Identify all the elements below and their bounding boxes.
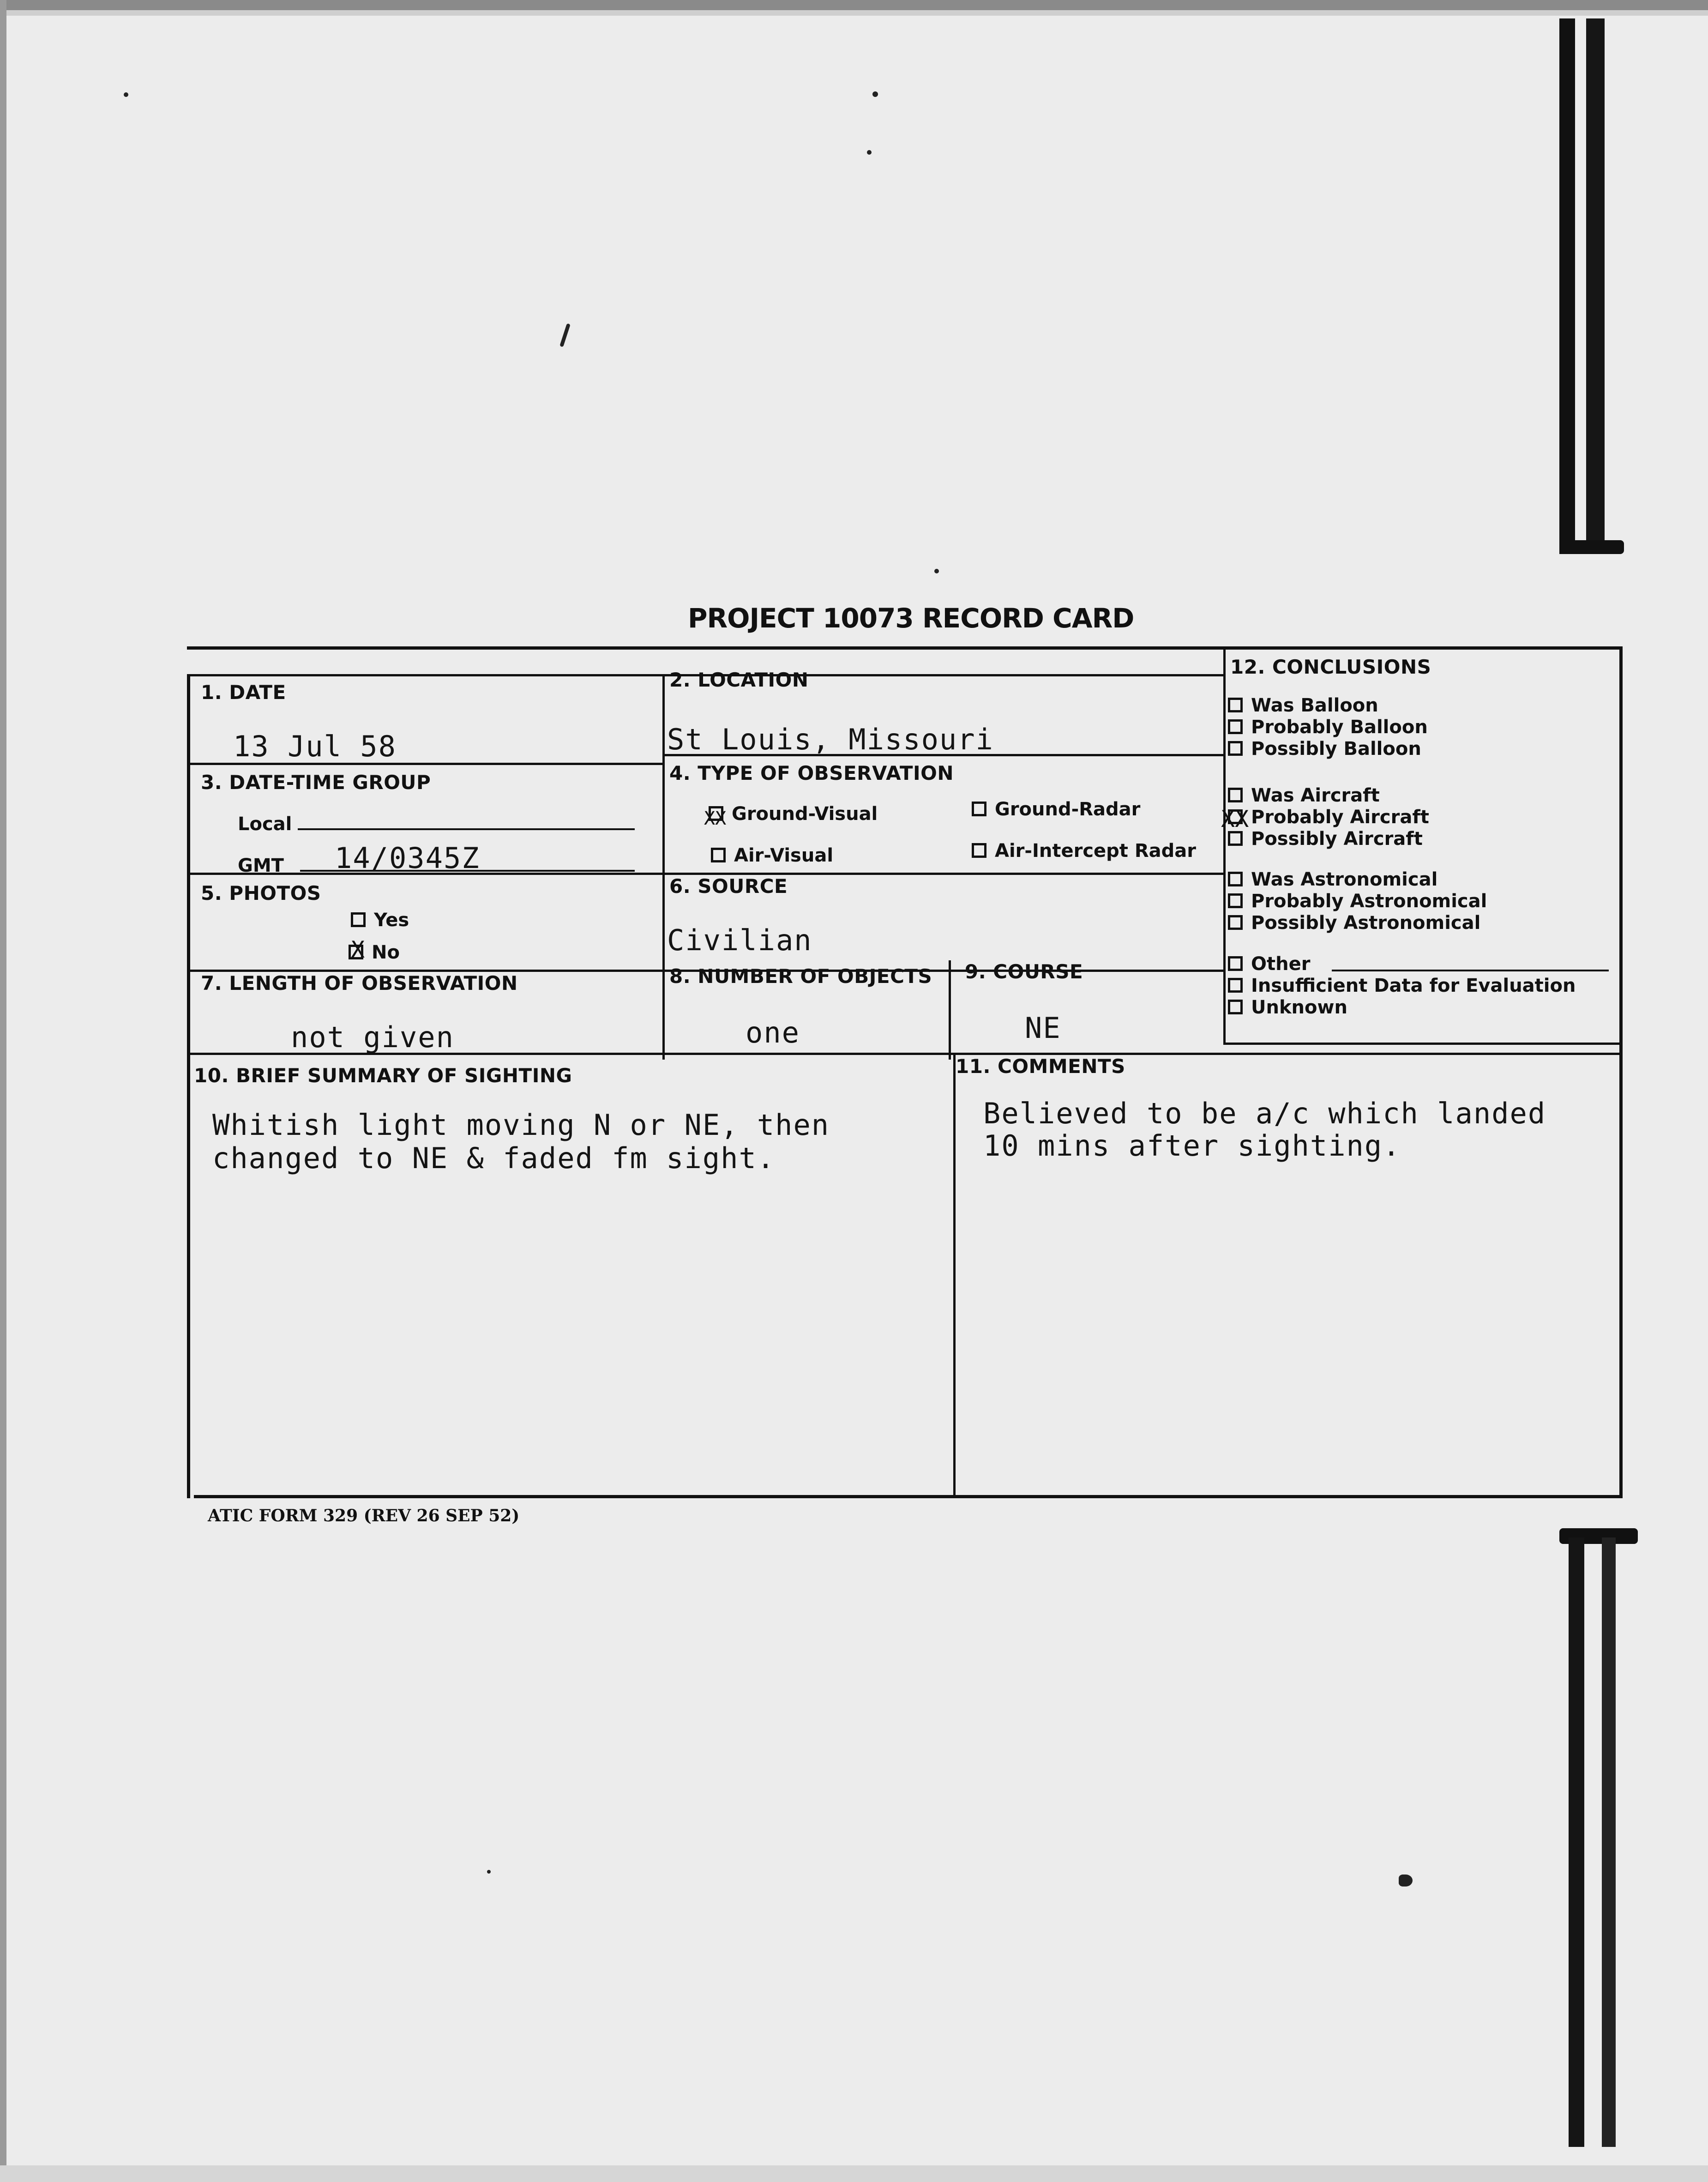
divider xyxy=(953,1053,956,1496)
ground-visual-check-mark: XX xyxy=(704,808,727,829)
conclusion-possibly-astronomical[interactable] xyxy=(1228,912,1480,934)
option-label: Air-Intercept Radar xyxy=(995,840,1196,862)
option-label: Probably Astronomical xyxy=(1251,891,1487,912)
checkbox[interactable] xyxy=(1228,1000,1243,1014)
option-air-visual[interactable] xyxy=(711,845,833,866)
option-label: Was Aircraft xyxy=(1251,785,1380,806)
dust-speck xyxy=(487,1870,491,1874)
card-border-bottom xyxy=(194,1495,1623,1498)
conclusion-possibly-aircraft[interactable] xyxy=(1228,828,1423,850)
dust-speck xyxy=(1399,1875,1413,1887)
checkbox[interactable] xyxy=(1228,915,1243,930)
option-label: Ground-Radar xyxy=(995,799,1141,820)
card-title: PROJECT 10073 RECORD CARD xyxy=(688,603,1134,634)
form-id: ATIC FORM 329 (REV 26 SEP 52) xyxy=(208,1506,520,1525)
divider xyxy=(1223,1043,1623,1045)
comments-line: Believed to be a/c which landed xyxy=(983,1097,1546,1130)
page-edge-left xyxy=(0,0,6,2182)
option-label: Probably Aircraft xyxy=(1251,807,1429,828)
option-air-intercept-radar[interactable] xyxy=(972,840,1196,862)
conclusion-probably-astronomical[interactable] xyxy=(1228,891,1487,912)
checkbox[interactable] xyxy=(1228,741,1243,756)
option-label: Insufficient Data for Evaluation xyxy=(1251,975,1576,996)
local-label: Local xyxy=(238,814,292,835)
conclusions-label: 12. CONCLUSIONS xyxy=(1230,656,1431,678)
option-label: Was Astronomical xyxy=(1251,869,1438,890)
conclusion-was-balloon[interactable] xyxy=(1228,695,1378,716)
conclusion-other[interactable] xyxy=(1228,953,1310,975)
binder-cap xyxy=(1559,540,1624,554)
binder-clip-top xyxy=(1559,18,1624,554)
course-label: 9. COURSE xyxy=(965,960,1083,983)
photos-label: 5. PHOTOS xyxy=(201,882,321,904)
source-value: Civilian xyxy=(667,923,812,957)
option-photos-yes[interactable] xyxy=(351,910,409,931)
checkbox[interactable] xyxy=(1228,872,1243,886)
conclusion-probably-aircraft[interactable] xyxy=(1228,807,1429,828)
probably-aircraft-check-mark: XX xyxy=(1221,806,1249,832)
date-time-group-label: 3. DATE-TIME GROUP xyxy=(201,771,431,794)
option-label: Was Balloon xyxy=(1251,695,1378,716)
dust-speck xyxy=(559,323,571,347)
checkbox[interactable] xyxy=(1228,831,1243,846)
checkbox[interactable] xyxy=(1228,978,1243,993)
length-of-observation-label: 7. LENGTH OF OBSERVATION xyxy=(201,972,518,995)
dust-speck xyxy=(867,150,872,155)
checkbox[interactable] xyxy=(1228,893,1243,908)
card-border-left xyxy=(187,674,190,1498)
summary-line: changed to NE & faded fm sight. xyxy=(212,1141,776,1175)
page-edge-bottom xyxy=(0,2165,1708,2182)
option-label: Possibly Aircraft xyxy=(1251,828,1423,850)
type-of-observation-label: 4. TYPE OF OBSERVATION xyxy=(669,762,954,784)
option-ground-visual[interactable] xyxy=(709,803,878,825)
number-of-objects-label: 8. NUMBER OF OBJECTS xyxy=(669,965,932,988)
binder-bar xyxy=(1569,1537,1584,2147)
checkbox[interactable] xyxy=(972,843,986,858)
option-label: Other xyxy=(1251,953,1311,975)
page-edge-shadow xyxy=(0,10,1708,16)
conclusion-probably-balloon[interactable] xyxy=(1228,717,1428,738)
checkbox[interactable] xyxy=(1228,956,1243,971)
summary-line: Whitish light moving N or NE, then xyxy=(212,1108,830,1142)
option-label: Probably Balloon xyxy=(1251,717,1428,738)
conclusion-was-astronomical[interactable] xyxy=(1228,869,1437,890)
summary-label: 10. BRIEF SUMMARY OF SIGHTING xyxy=(194,1064,572,1087)
page-edge xyxy=(0,0,1708,10)
option-ground-radar[interactable] xyxy=(972,799,1140,820)
checkbox[interactable] xyxy=(1228,719,1243,734)
option-label: Unknown xyxy=(1251,997,1347,1018)
number-of-objects-value: one xyxy=(746,1016,800,1049)
location-label: 2. LOCATION xyxy=(669,669,809,691)
divider xyxy=(949,960,951,1060)
binder-bar xyxy=(1586,18,1605,545)
binder-bar xyxy=(1559,18,1575,554)
comments-line: 10 mins after sighting. xyxy=(983,1129,1401,1163)
gmt-label: GMT xyxy=(238,855,284,876)
length-of-observation-value: not given xyxy=(291,1020,454,1054)
option-label: Possibly Astronomical xyxy=(1251,912,1481,934)
divider xyxy=(662,674,665,1060)
dust-speck xyxy=(124,92,128,97)
conclusion-insufficient-data[interactable] xyxy=(1228,975,1576,996)
card-border-top xyxy=(187,646,1623,650)
local-underline xyxy=(298,828,635,830)
card-border-right xyxy=(1619,646,1623,1498)
checkbox[interactable] xyxy=(1228,698,1243,712)
course-value: NE xyxy=(1025,1011,1061,1045)
date-label: 1. DATE xyxy=(201,681,286,704)
comments-label: 11. COMMENTS xyxy=(956,1055,1125,1078)
record-card xyxy=(187,646,1623,1498)
gmt-value: 14/0345Z xyxy=(335,841,480,875)
option-label: Possibly Balloon xyxy=(1251,738,1421,759)
dust-speck xyxy=(934,569,939,573)
option-label: Yes xyxy=(374,910,409,931)
photos-no-check-mark: X xyxy=(351,936,365,963)
other-underline xyxy=(1332,970,1609,971)
binder-bar xyxy=(1602,1537,1616,2147)
conclusion-possibly-balloon[interactable] xyxy=(1228,738,1421,759)
checkbox[interactable] xyxy=(972,802,986,816)
checkbox[interactable] xyxy=(351,912,366,927)
source-label: 6. SOURCE xyxy=(669,875,788,898)
divider xyxy=(1223,646,1226,1043)
option-label: No xyxy=(372,942,400,963)
option-label: Ground-Visual xyxy=(732,803,878,825)
date-value: 13 Jul 58 xyxy=(233,729,397,763)
checkbox[interactable] xyxy=(1228,788,1243,802)
conclusion-was-aircraft[interactable] xyxy=(1228,785,1380,806)
checkbox[interactable] xyxy=(711,848,726,862)
conclusion-unknown[interactable] xyxy=(1228,997,1347,1018)
binder-clip-bottom xyxy=(1559,1528,1638,2147)
dust-speck xyxy=(872,91,878,97)
location-value: St Louis, Missouri xyxy=(667,723,994,756)
option-label: Air-Visual xyxy=(734,845,834,866)
